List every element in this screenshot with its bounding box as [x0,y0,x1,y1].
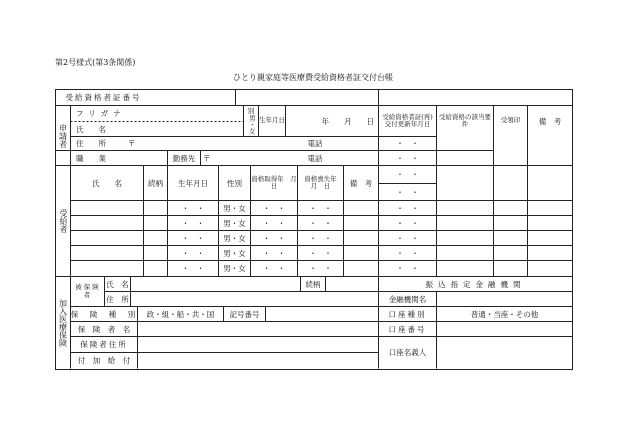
row-sex[interactable]: 男・女 [223,264,246,273]
recipient-name-header: 氏 名 [92,178,122,188]
sex-header: 別 [247,106,255,115]
recipient-acquired-header: 資格取得年 月 日 [251,174,304,190]
insured-address-label: 住 所 [106,294,129,304]
applicant-section-label [56,106,70,165]
issue-date-1[interactable]: ・ ・ [396,139,419,148]
applicant-birth-label: 生年月日 [259,116,285,125]
recipient-sex-header: 性別 [227,178,242,188]
additional-benefit-label: 付 加 給 付 [77,356,131,365]
row-issue-date[interactable]: ・ ・ [396,233,419,243]
row-sex[interactable]: 男・女 [223,248,246,258]
row-acquired-date[interactable]: ・ ・ [262,218,286,228]
account-type-options[interactable]: 普通・当座・その他 [470,309,539,319]
row-acquired-date[interactable]: ・ ・ [262,264,286,273]
insurance-section-label [56,277,70,368]
recipient-remarks-header: 備 考 [349,178,373,188]
row-birth-date[interactable]: ・ ・ [181,233,205,243]
row-issue-date[interactable]: ・ ・ [396,203,419,213]
account-holder-label: 口座名義人 [388,348,427,357]
recipients-section-text: 受給者 [59,209,68,233]
symbol-number-label: 記号番号 [229,309,260,319]
issue-date-4[interactable]: ・ ・ [396,187,419,197]
row-sex[interactable]: 男・女 [223,218,246,228]
address-label: 住 所 [76,139,106,148]
applicant-section-text: 申請者 [58,123,68,148]
workplace-label: 勤務先 [172,153,196,163]
issue-date-header: 受給資格者証(再)交付更新年月日 [382,112,433,128]
issue-date-2[interactable]: ・ ・ [396,153,419,163]
insurance-section-text: 加入医療保険 [58,298,68,347]
applicant-birth-date[interactable]: 年 月 日 [321,116,374,126]
row-acquired-date[interactable]: ・ ・ [262,203,286,213]
recipient-birth-header: 生年月日 [178,178,208,188]
workplace-postal-mark: 〒 [203,153,211,163]
row-birth-date[interactable]: ・ ・ [181,248,205,258]
row-lost-date[interactable]: ・ ・ [309,218,332,228]
bank-name-label: 金融機関名 [388,294,427,304]
requirement-header: 受給資格の該当要件 [439,112,491,128]
applicant-sex[interactable] [244,106,258,136]
account-number-label: 口座番号 [388,324,427,334]
row-issue-date[interactable]: ・ ・ [396,218,419,228]
row-sex[interactable]: 男・女 [223,203,246,213]
insurance-type-label: 保 険 種 別 [70,309,138,319]
row-acquired-date[interactable]: ・ ・ [262,248,286,258]
insured-person-label: 被保険者 [75,283,101,299]
remarks-header: 備 考 [538,116,562,126]
row-lost-date[interactable]: ・ ・ [309,248,332,258]
workplace-phone-label: 電話 [307,153,323,163]
account-type-label: 口座種別 [388,309,427,319]
insurer-name-label: 保 険 者 名 [77,324,131,334]
issue-date-3[interactable]: ・ ・ [396,170,419,179]
address-postal-mark: 〒 [128,139,136,148]
row-issue-date[interactable]: ・ ・ [396,248,419,258]
furigana-label: フリガナ [76,109,126,118]
insured-relation-label: 続柄 [305,279,321,289]
cert-number-field[interactable] [152,90,235,105]
applicant-name-label: 氏 名 [76,124,106,134]
row-lost-date[interactable]: ・ ・ [309,233,332,243]
form-number: 第2号様式(第3条関係) [55,58,136,67]
row-lost-date[interactable]: ・ ・ [309,264,332,273]
row-birth-date[interactable]: ・ ・ [181,203,205,213]
row-acquired-date[interactable]: ・ ・ [262,233,286,243]
form-title: ひとり親家庭等医療費受給資格者証交付台帳 [233,73,393,82]
insurer-address-label: 保険者住所 [80,340,128,349]
recipient-relation-header: 続柄 [148,178,163,188]
cert-number-label: 受給資格者証番号 [65,93,142,102]
row-issue-date[interactable]: ・ ・ [396,264,419,273]
receipt-header: 受領印 [500,116,521,125]
row-birth-date[interactable]: ・ ・ [181,264,205,273]
recipients-section-label [56,166,70,276]
address-phone-label: 電話 [307,139,323,148]
recipient-lost-header: 資格喪失年 月 日 [304,174,344,190]
insured-name-label: 氏 名 [106,279,129,289]
transfer-bank-header: 振込指定金融機関 [425,279,526,289]
row-birth-date[interactable]: ・ ・ [181,218,205,228]
sex-options: 男・女 [247,115,256,135]
row-sex[interactable]: 男・女 [223,233,246,243]
insurance-type-options[interactable]: 政・組・船・共・国 [146,309,215,319]
occupation-label: 職 業 [76,153,106,163]
row-lost-date[interactable]: ・ ・ [309,203,332,213]
